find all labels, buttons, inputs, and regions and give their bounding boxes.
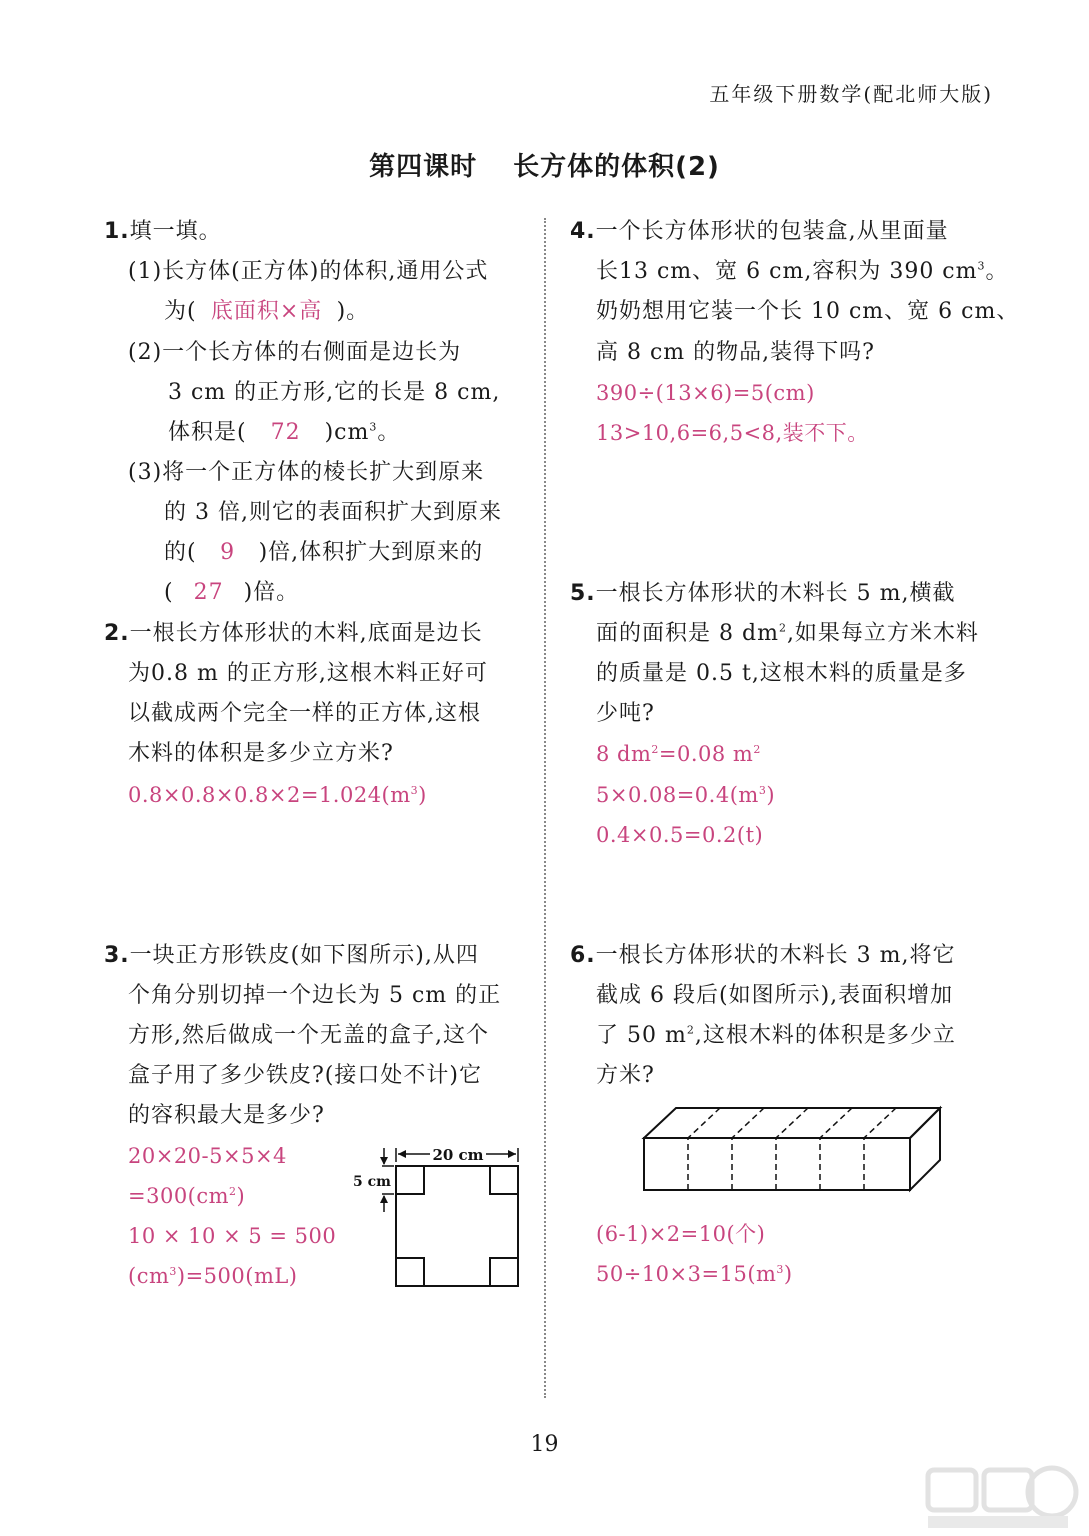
q3-line2: 个角分别切掉一个边长为 5 cm 的正 xyxy=(128,983,502,1008)
q2-line1: 2.一根长方体形状的木料,底面是边长 xyxy=(104,621,483,646)
q1-part3-answer-2: 27 xyxy=(193,580,224,605)
square-sheet-figure xyxy=(346,1138,526,1292)
q2-answer: $0.8\times 0.8\times 0.8\times 2=1.024(m^3)$ xyxy=(128,783,427,807)
cut-lines xyxy=(688,1108,896,1190)
q1-part2-line2: 3 cm 的正方形,它的长是 8 cm, xyxy=(168,380,501,405)
cuboid-front-face xyxy=(644,1138,910,1190)
lesson-topic: 长方体的体积(2) xyxy=(513,152,720,182)
q4-answer-line2: 13>10,6=6,5<8,装不下。 xyxy=(596,421,869,445)
q3-line4: 盒子用了多少铁皮?(接口处不计)它 xyxy=(128,1063,482,1088)
q4-answer-line1: 390÷(13×6)=5(cm) xyxy=(596,381,815,405)
book-header: 五年级下册数学(配北师大版) xyxy=(709,82,993,106)
q1-part1-answer: 底面积×高 xyxy=(210,299,323,324)
q5-answer-line3: 0.4×0.5=0.2(t) xyxy=(596,823,764,847)
q1-part2-line1: (2)一个长方体的右侧面是边长为 xyxy=(128,340,462,365)
q3-answer-line3: 10 × 10 × 5 = 500 xyxy=(128,1224,337,1248)
q3-answer-line2: $=300(cm^2)$ xyxy=(128,1184,246,1208)
corner-cut-top-right xyxy=(490,1166,518,1194)
q1-part2-line3: 体积是( 72 )$cm^3$。 xyxy=(168,420,401,445)
q3-line3: 方形,然后做成一个无盖的盒子,这个 xyxy=(128,1023,489,1048)
page-number: 19 xyxy=(530,1432,559,1457)
q1-part1-line1: (1)长方体(正方体)的体积,通用公式 xyxy=(128,259,489,284)
lesson-title xyxy=(0,146,1089,183)
q6-line4: 方米? xyxy=(596,1063,655,1088)
q3-line1: 3.一块正方形铁皮(如下图所示),从四 xyxy=(104,943,479,968)
q4-line2: 长13 cm、宽 6 cm,容积为 390 $cm^3$。 xyxy=(596,259,1009,284)
q1-part3-line3: 的( 9 )倍,体积扩大到原来的 xyxy=(164,540,484,565)
lesson-number: 第四课时 xyxy=(369,152,478,182)
q5-answer-line2: $5\times 0.08=0.4(m^3)$ xyxy=(596,783,776,807)
cuboid-segments-figure xyxy=(640,1102,946,1196)
q5-line4: 少吨? xyxy=(596,701,655,726)
q6-line3: 了 50 $m^2$,这根木料的体积是多少立 xyxy=(596,1023,956,1048)
q6-answer-line1: (6-1)×2=10(个) xyxy=(596,1222,766,1246)
watermark-logo xyxy=(920,1462,1080,1532)
q1-stem: 1.填一填。 xyxy=(104,219,222,244)
q3-answer-line1: 20×20-5×5×4 xyxy=(128,1144,287,1168)
q1-part1-line2: 为( 底面积×高 )。 xyxy=(164,299,370,324)
q2-line3: 以截成两个完全一样的正方体,这根 xyxy=(128,701,481,726)
q1-part3-line4: ( 27 )倍。 xyxy=(164,580,300,605)
q5-line3: 的质量是 0.5 t,这根木料的质量是多 xyxy=(596,661,967,686)
q4-line1: 4.一个长方体形状的包装盒,从里面量 xyxy=(570,219,949,244)
q1-part3-answer-1: 9 xyxy=(220,540,236,565)
corner-cut-bottom-right xyxy=(490,1258,518,1286)
corner-cut-bottom-left xyxy=(396,1258,424,1286)
cuboid-right-face xyxy=(910,1108,940,1190)
q1-part3-line1: (3)将一个正方体的棱长扩大到原来 xyxy=(128,460,485,485)
q6-answer-line2: $50\div 10\times 3=15(m^3)$ xyxy=(596,1262,793,1286)
q4-line3: 奶奶想用它装一个长 10 cm、宽 6 cm、 xyxy=(596,299,1020,324)
corner-size-label: 5 cm xyxy=(353,1174,391,1190)
q6-line1: 6.一根长方体形状的木料长 3 m,将它 xyxy=(570,943,956,968)
q2-line2: 为0.8 m 的正方形,这根木料正好可 xyxy=(128,661,488,686)
q5-line2: 面的面积是 8 $dm^2$,如果每立方米木料 xyxy=(596,621,979,646)
width-label: 20 cm xyxy=(432,1146,484,1164)
q3-line5: 的容积最大是多少? xyxy=(128,1103,325,1128)
q5-answer-line1: 8 $dm^2=0.08$ $m^2$ xyxy=(596,742,761,766)
q1-part2-answer: 72 xyxy=(270,420,301,445)
q3-answer-line4: $(cm^3)=500(mL)$ xyxy=(128,1264,298,1288)
sheet-outline xyxy=(396,1166,518,1286)
q2-line4: 木料的体积是多少立方米? xyxy=(128,741,394,766)
q6-line2: 截成 6 段后(如图所示),表面积增加 xyxy=(596,983,954,1008)
q4-line4: 高 8 cm 的物品,装得下吗? xyxy=(596,340,875,365)
q5-line1: 5.一根长方体形状的木料长 5 m,横截 xyxy=(570,581,956,606)
column-divider xyxy=(544,218,546,1398)
corner-cut-top-left xyxy=(396,1166,424,1194)
q1-part3-line2: 的 3 倍,则它的表面积扩大到原来 xyxy=(164,500,502,525)
